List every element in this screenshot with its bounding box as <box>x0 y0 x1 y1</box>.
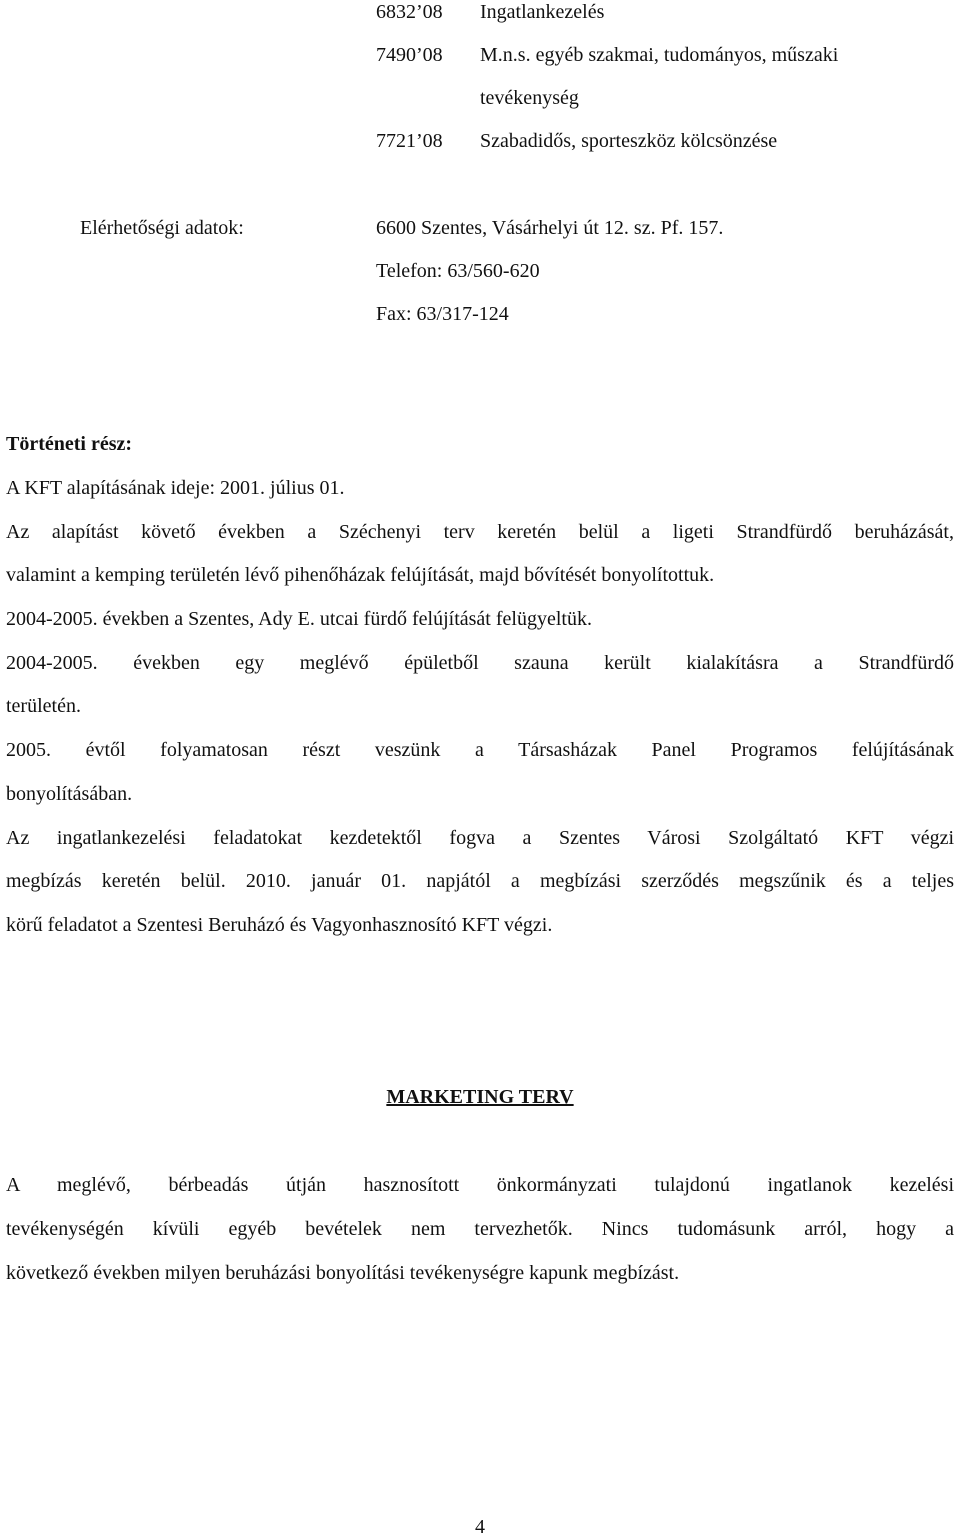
history-line: 2004-2005. években a Szentes, Ady E. utcai fürdő felújítását felügyeltük. <box>6 608 592 630</box>
history-line: valamint a kemping területén lévő pihenőházak felújítását, majd bővítését bonyolítottuk. <box>6 564 715 586</box>
activity-code: 7721’08 <box>376 130 443 152</box>
marketing-line: tevékenységén kívüli egyéb bevételek nem tervezhetők. Nincs tudomásunk arról, hogy a <box>6 1218 954 1240</box>
contact-address: 6600 Szentes, Vásárhelyi út 12. sz. Pf. 157. <box>376 217 724 239</box>
activity-label: M.n.s. egyéb szakmai, tudományos, műszaki <box>480 44 839 66</box>
history-line: 2004-2005. években egy meglévő épületből szauna került kialakításra a Strandfürdő <box>6 652 954 674</box>
history-line: Az ingatlankezelési feladatokat kezdetektől fogva a Szentes Városi Szolgáltató KFT végzi <box>6 827 954 849</box>
section-title-history: Történeti rész: <box>6 433 133 455</box>
activity-label: tevékenység <box>480 87 579 109</box>
history-line: A KFT alapításának ideje: 2001. július 01. <box>6 477 345 499</box>
section-title-marketing: MARKETING TERV <box>386 1086 574 1108</box>
history-line: 2005. évtől folyamatosan részt veszünk a Társasházak Panel Programos felújításának <box>6 739 954 761</box>
activity-label: Ingatlankezelés <box>480 1 605 23</box>
history-line: Az alapítást követő években a Széchenyi terv keretén belül a ligeti Strandfürdő beruházását, <box>6 521 954 543</box>
history-line: körű feladatot a Szentesi Beruházó és Vagyonhasznosító KFT végzi. <box>6 914 553 936</box>
contact-phone: Telefon: 63/560-620 <box>376 260 540 282</box>
contact-fax: Fax: 63/317-124 <box>376 303 509 325</box>
activity-code: 7490’08 <box>376 44 443 66</box>
history-line: területén. <box>6 695 81 717</box>
activity-code: 6832’08 <box>376 1 443 23</box>
history-line: megbízás keretén belül. 2010. január 01. napjától a megbízási szerződés megszűnik és a teljes <box>6 870 954 892</box>
marketing-line: A meglévő, bérbeadás útján hasznosított önkormányzati tulajdonú ingatlanok kezelési <box>6 1174 954 1196</box>
marketing-line: következő években milyen beruházási bonyolítási tevékenységre kapunk megbízást. <box>6 1262 680 1284</box>
history-line: bonyolításában. <box>6 783 133 805</box>
activity-label: Szabadidős, sporteszköz kölcsönzése <box>480 130 778 152</box>
contact-label: Elérhetőségi adatok: <box>80 217 244 239</box>
page-number: 4 <box>475 1516 485 1538</box>
